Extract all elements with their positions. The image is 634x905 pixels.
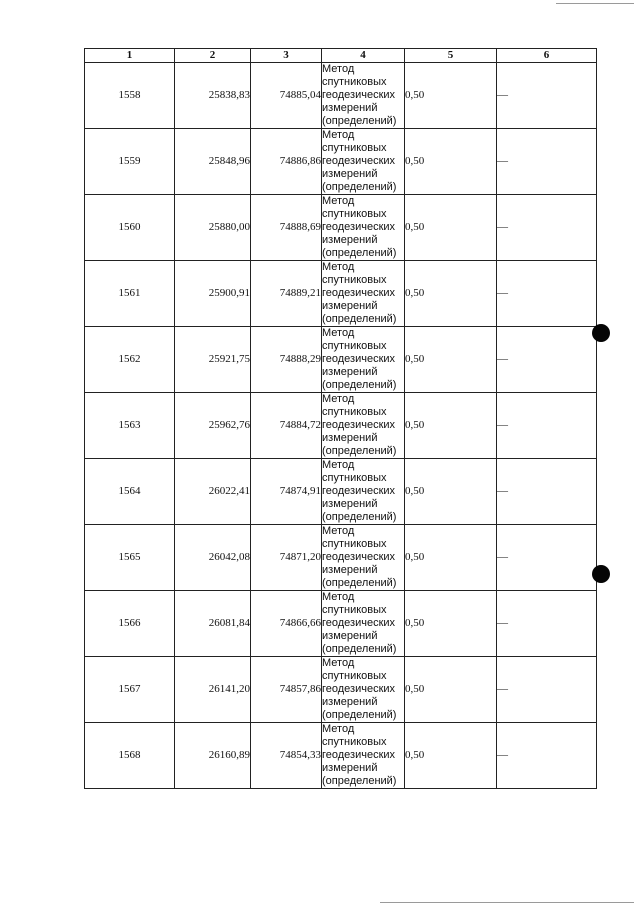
coordinate-x: 26141,20 [175,657,251,723]
accuracy-value: 0,50 [405,393,497,459]
coordinate-x: 26160,89 [175,723,251,789]
column-header: 6 [497,49,597,63]
coordinate-y: 74871,20 [251,525,322,591]
point-number: 1568 [85,723,175,789]
scan-edge-top [556,3,634,4]
table-row [85,261,597,327]
note-dash: — [497,129,597,195]
point-number: 1565 [85,525,175,591]
method-text: Метод спутниковых геодезических измерений (определений) [322,459,405,525]
table-row [85,459,597,525]
point-number: 1566 [85,591,175,657]
table-row [85,327,597,393]
column-header: 4 [322,49,405,63]
coordinate-x: 25838,83 [175,63,251,129]
method-text: Метод спутниковых геодезических измерений (определений) [322,195,405,261]
point-number: 1563 [85,393,175,459]
table-row [85,591,597,657]
method-text: Метод спутниковых геодезических измерений (определений) [322,657,405,723]
coordinate-x: 26081,84 [175,591,251,657]
coordinate-y: 74866,66 [251,591,322,657]
point-number: 1564 [85,459,175,525]
note-dash: — [497,591,597,657]
column-header: 1 [85,49,175,63]
method-text: Метод спутниковых геодезических измерений (определений) [322,723,405,789]
table-row [85,195,597,261]
note-dash: — [497,459,597,525]
coordinate-y: 74885,04 [251,63,322,129]
note-dash: — [497,657,597,723]
method-text: Метод спутниковых геодезических измерений (определений) [322,327,405,393]
accuracy-value: 0,50 [405,327,497,393]
punch-hole-upper [592,324,610,342]
point-number: 1560 [85,195,175,261]
coordinate-x: 25921,75 [175,327,251,393]
accuracy-value: 0,50 [405,591,497,657]
accuracy-value: 0,50 [405,129,497,195]
method-text: Метод спутниковых геодезических измерений (определений) [322,261,405,327]
punch-hole-lower [592,565,610,583]
note-dash: — [497,525,597,591]
scan-edge-bottom [380,902,634,903]
note-dash: — [497,63,597,129]
table-row [85,657,597,723]
accuracy-value: 0,50 [405,657,497,723]
table-row [85,63,597,129]
note-dash: — [497,393,597,459]
table-row [85,723,597,789]
method-text: Метод спутниковых геодезических измерений (определений) [322,591,405,657]
table-header-row [85,49,597,63]
method-text: Метод спутниковых геодезических измерений (определений) [322,129,405,195]
coordinate-y: 74888,69 [251,195,322,261]
method-text: Метод спутниковых геодезических измерений (определений) [322,393,405,459]
column-header: 5 [405,49,497,63]
method-text: Метод спутниковых геодезических измерений (определений) [322,63,405,129]
coordinate-y: 74854,33 [251,723,322,789]
column-header: 3 [251,49,322,63]
accuracy-value: 0,50 [405,525,497,591]
point-number: 1567 [85,657,175,723]
table-row [85,525,597,591]
note-dash: — [497,327,597,393]
coordinate-y: 74884,72 [251,393,322,459]
coordinate-x: 25900,91 [175,261,251,327]
table-row [85,393,597,459]
coordinate-x: 25880,00 [175,195,251,261]
accuracy-value: 0,50 [405,261,497,327]
accuracy-value: 0,50 [405,63,497,129]
coordinate-x: 26022,41 [175,459,251,525]
note-dash: — [497,723,597,789]
point-number: 1562 [85,327,175,393]
coordinate-x: 25848,96 [175,129,251,195]
table-row [85,129,597,195]
coordinate-y: 74874,91 [251,459,322,525]
point-number: 1561 [85,261,175,327]
coordinate-y: 74888,29 [251,327,322,393]
coordinate-y: 74889,21 [251,261,322,327]
accuracy-value: 0,50 [405,195,497,261]
note-dash: — [497,261,597,327]
method-text: Метод спутниковых геодезических измерений (определений) [322,525,405,591]
accuracy-value: 0,50 [405,459,497,525]
point-number: 1558 [85,63,175,129]
coordinate-x: 26042,08 [175,525,251,591]
accuracy-value: 0,50 [405,723,497,789]
point-number: 1559 [85,129,175,195]
coordinate-x: 25962,76 [175,393,251,459]
coordinate-y: 74886,86 [251,129,322,195]
coordinate-y: 74857,86 [251,657,322,723]
note-dash: — [497,195,597,261]
column-header: 2 [175,49,251,63]
coordinates-table [84,48,597,789]
